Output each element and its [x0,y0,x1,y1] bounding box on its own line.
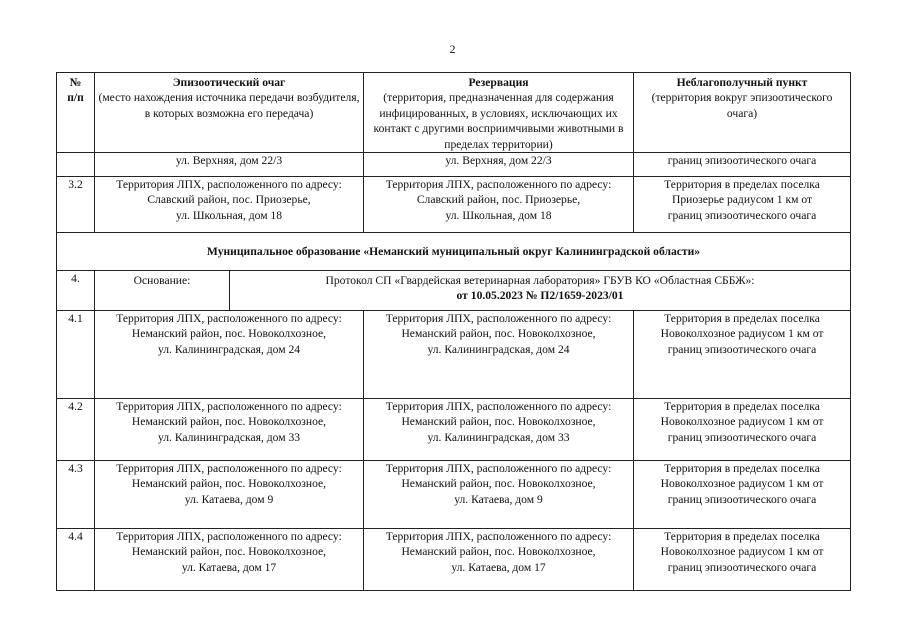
basis-content [230,271,851,311]
cell-line: Неманский район, пос. Новоколхозное, [131,545,327,559]
header-row [57,73,851,153]
cell-line: границ эпизоотического очага [667,342,817,356]
basis-row [57,271,851,311]
cell-line: Новоколхозное радиусом 1 км от [660,545,824,559]
table-row [57,311,851,399]
row-col-focus [95,311,364,399]
cell-line: Неманский район, пос. Новоколхозное, [131,327,327,341]
table-row [57,529,851,591]
header-col-unfavorable-desc: (территория вокруг эпизоотического очага) [651,91,833,120]
cell-line: Приозерье радиусом 1 км от [671,193,813,207]
cell-line: Неманский район, пос. Новоколхозное, [401,327,596,341]
page-number: 2 [449,42,456,56]
header-col-focus-title: Эпизоотический очаг [172,76,286,89]
section-row [57,233,851,271]
cell-line: ул. Катаева, дом 9 [454,492,543,506]
cell-line: Территория в пределах поселка [664,400,820,414]
continuation-col-reservation: ул. Верхняя, дом 22/3 [364,153,634,177]
row-col-focus [95,529,364,591]
cell-line: ул. Калининградская, дом 33 [157,430,301,444]
cell-line: Новоколхозное радиусом 1 км от [660,327,824,341]
cell-line: границ эпизоотического очага [667,430,817,444]
row-col-unfavorable [634,177,851,233]
cell-line: Неманский район, пос. Новоколхозное, [401,477,596,491]
cell-line: Славский район, пос. Приозерье, [416,193,581,207]
cell-line: Территория ЛПХ, расположенного по адресу: [116,178,342,192]
row-col-reservation [364,399,634,461]
cell-line: Территория ЛПХ, расположенного по адресу: [385,462,612,476]
row-col-unfavorable [634,399,851,461]
cell-line: границ эпизоотического очага [667,560,817,574]
cell-line: ул. Катаева, дом 17 [181,560,277,574]
header-col-focus [95,73,364,153]
header-col-unfavorable [634,73,851,153]
cell-line: ул. Катаева, дом 9 [184,492,274,506]
cell-line: Территория ЛПХ, расположенного по адресу: [116,400,342,414]
continuation-col-focus: ул. Верхняя, дом 22/3 [95,153,364,177]
cell-line: границ эпизоотического очага [667,208,817,222]
header-col-reservation-desc: (территория, предназначенная для содержания инфицированных, в условиях, исключающих их контакт с другими восприимчивыми животными в пределах территории) [373,91,624,151]
cell-line: ул. Школьная, дом 18 [175,208,283,222]
cell-line: Территория ЛПХ, расположенного по адресу: [385,178,612,192]
cell-line: ул. Калининградская, дом 33 [427,430,570,444]
continuation-col-unfavorable: границ эпизоотического очага [634,153,851,177]
row-col-reservation [364,529,634,591]
row-col-reservation [364,177,634,233]
cell-line: Неманский район, пос. Новоколхозное, [401,545,596,559]
table-row [57,399,851,461]
row-col-reservation [364,311,634,399]
continuation-row [57,153,851,177]
row-col-unfavorable [634,529,851,591]
header-col-reservation-title: Резервация [468,76,529,89]
header-col-unfavorable-title: Неблагополучный пункт [676,76,808,89]
header-col-reservation [364,73,634,153]
table-row [57,177,851,233]
basis-document-number: от 10.05.2023 № П2/1659-2023/01 [456,289,624,303]
cell-line: Славский район, пос. Приозерье, [147,193,311,207]
basis-label: Основание: [95,271,230,311]
basis-text: Протокол СП «Гвардейская ветеринарная лаборатория» ГБУВ КО «Областная СББЖ»: [325,274,755,288]
cell-line: Новоколхозное радиусом 1 км от [660,477,824,491]
row-col-unfavorable [634,461,851,529]
row-number: 3.2 [57,177,95,233]
row-number: 4.2 [57,399,95,461]
cell-line: Неманский район, пос. Новоколхозное, [131,415,327,429]
row-number: 4.3 [57,461,95,529]
cell-line: Территория ЛПХ, расположенного по адресу: [116,462,342,476]
cell-line: Территория в пределах поселка [664,312,820,326]
row-number: 4.1 [57,311,95,399]
cell-line: Неманский район, пос. Новоколхозное, [401,415,596,429]
cell-line: Территория ЛПХ, расположенного по адресу: [385,312,612,326]
cell-line: ул. Калининградская, дом 24 [427,342,570,356]
continuation-num [57,153,95,177]
cell-line: Территория ЛПХ, расположенного по адресу: [385,400,612,414]
cell-line: ул. Школьная, дом 18 [445,208,552,222]
row-col-unfavorable [634,311,851,399]
cell-line: ул. Калининградская, дом 24 [157,342,301,356]
cell-line: Территория ЛПХ, расположенного по адресу: [116,312,342,326]
episootic-table [56,72,851,591]
cell-line: Территория ЛПХ, расположенного по адресу: [385,530,612,544]
cell-line: Неманский район, пос. Новоколхозное, [131,477,327,491]
row-col-focus [95,399,364,461]
cell-line: Территория в пределах поселка [664,178,820,192]
header-num: № п/п [57,73,95,153]
cell-line: Новоколхозное радиусом 1 км от [660,415,824,429]
row-col-reservation [364,461,634,529]
cell-line: ул. Катаева, дом 17 [451,560,546,574]
cell-line: Территория в пределах поселка [664,530,820,544]
cell-line: Территория в пределах поселка [664,462,820,476]
row-col-focus [95,461,364,529]
cell-line: границ эпизоотического очага [667,492,817,506]
row-col-focus [95,177,364,233]
cell-line: Территория ЛПХ, расположенного по адресу: [116,530,342,544]
section-title: Муниципальное образование «Неманский муниципальный округ Калининградской области» [57,233,851,271]
basis-num: 4. [57,271,95,311]
row-number: 4.4 [57,529,95,591]
table-row [57,461,851,529]
header-col-focus-desc: (место нахождения источника передачи возбудителя, в которых возможна его передача) [98,91,360,120]
